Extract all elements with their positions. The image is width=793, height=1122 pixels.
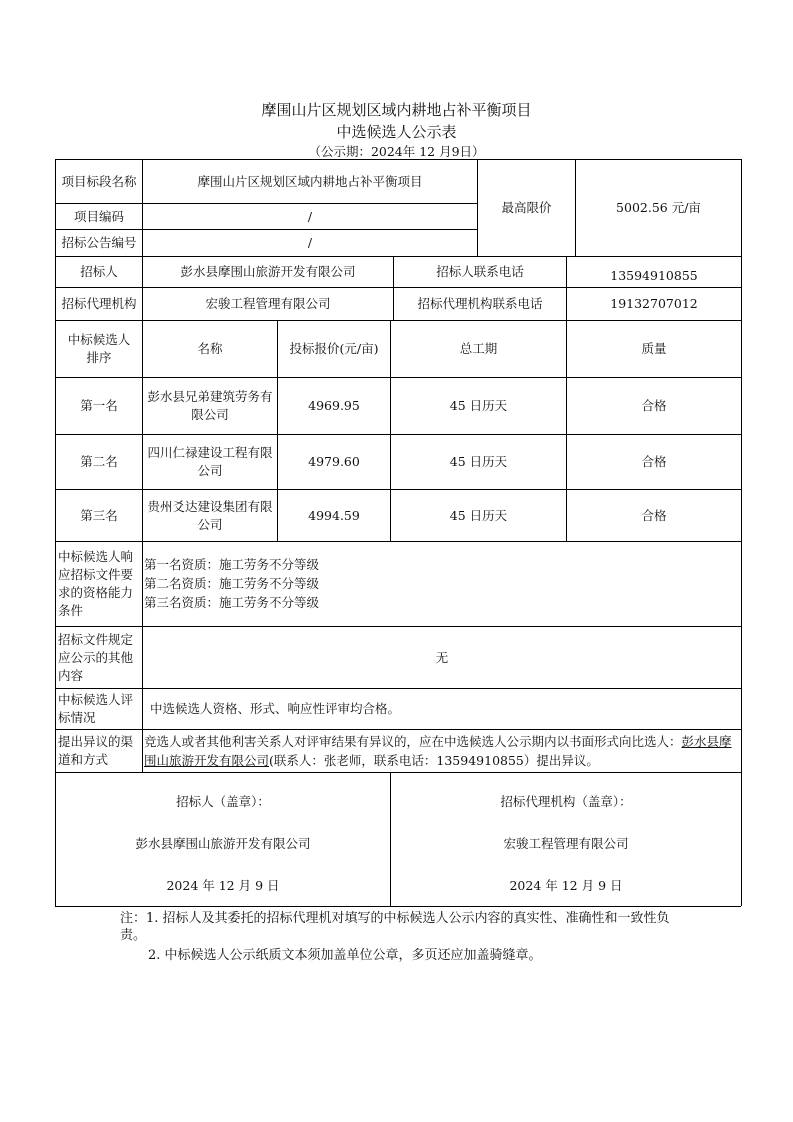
- agency-phone-value: 19132707012: [610, 296, 698, 311]
- objection-text-part: (联系人：张老师，联系电话：13594910855）提出异议。: [269, 753, 599, 768]
- sign-left-label: 招标人（盖章）：: [176, 794, 270, 809]
- other-content-value: 无: [435, 649, 449, 665]
- tenderer-phone-value: 13594910855: [610, 268, 698, 283]
- footnote-2: 2. 中标候选人公示纸质文本须加盖单位公章，多页还应加盖骑缝章。: [148, 948, 542, 963]
- project-code-label: 项目编码: [73, 208, 124, 224]
- tenderer-label: 招标人: [80, 264, 118, 279]
- candidate-header-name: 名称: [197, 341, 223, 356]
- candidate-period: 45 日历天: [449, 507, 508, 523]
- project-name-value: 摩围山片区规划区域内耕地占补平衡项目: [197, 173, 423, 189]
- candidate-quality: 合格: [641, 454, 667, 469]
- candidate-price: 4969.95: [308, 398, 360, 413]
- candidate-header-quality: 质量: [641, 341, 667, 356]
- candidate-header-price: 投标报价(元/亩): [289, 341, 379, 356]
- project-name-label: 项目标段名称: [61, 173, 137, 189]
- candidate-period: 45 日历天: [449, 398, 508, 413]
- sign-right-date: 2024 年 12 月 9 日: [509, 878, 623, 893]
- qualification-line: 第三名资质：施工劳务不分等级: [144, 595, 320, 610]
- candidate-period: 45 日历天: [449, 454, 508, 469]
- max-price-label: 最高限价: [501, 200, 552, 215]
- doc-title-date: （公示期：2024年 12 月9日）: [308, 144, 485, 159]
- sign-left-date: 2024 年 12 月 9 日: [166, 878, 280, 893]
- candidate-rank: 第一名: [80, 398, 118, 413]
- candidate-name: 彭水县兄弟建筑劳务有限公司: [147, 389, 273, 422]
- tenderer-value: 彭水县摩围山旅游开发有限公司: [180, 264, 356, 279]
- candidate-header-period: 总工期: [459, 341, 498, 356]
- objection-label: 提出异议的渠道和方式: [58, 734, 134, 767]
- sign-right-label: 招标代理机构（盖章）：: [500, 794, 632, 809]
- candidate-rank: 第二名: [80, 454, 118, 469]
- objection-company: 彭水县摩围山旅游开发有限公司: [144, 734, 732, 768]
- notice-no-value: /: [307, 235, 313, 250]
- sign-left-org: 彭水县摩围山旅游开发有限公司: [135, 836, 311, 851]
- candidate-quality: 合格: [641, 507, 667, 523]
- candidate-header-rank: 中标候选人排序: [67, 332, 131, 365]
- candidate-price: 4979.60: [308, 454, 360, 469]
- doc-title-line1: 摩围山片区规划区域内耕地占补平衡项目: [261, 101, 532, 119]
- qualification-list: [144, 555, 319, 612]
- project-code-value: /: [307, 208, 313, 224]
- candidate-name: 贵州爻达建设集团有限公司: [147, 498, 273, 532]
- doc-title-line2: 中选候选人公示表: [336, 123, 457, 141]
- sign-right-org: 宏骏工程管理有限公司: [503, 836, 629, 851]
- candidate-price: 4994.59: [308, 507, 360, 523]
- max-price-value: 5002.56 元/亩: [616, 200, 701, 215]
- notice-no-label: 招标公告编号: [61, 235, 137, 250]
- candidate-quality: 合格: [641, 398, 667, 413]
- footnote-1: 注：1. 招标人及其委托的招标代理机对填写的中标候选人公示内容的真实性、准确性和一致性负责。: [120, 911, 670, 943]
- tenderer-phone-label: 招标人联系电话: [436, 264, 524, 279]
- evaluation-value: 中选候选人资格、形式、响应性评审均合格。: [150, 701, 401, 716]
- candidate-rank: 第三名: [80, 507, 118, 523]
- qualification-line: 第二名资质：施工劳务不分等级: [144, 576, 320, 591]
- objection-text-part: 竞选人或者其他利害关系人对评审结果有异议的，应在中选候选人公示期内以书面形式向比选人：: [144, 734, 682, 749]
- agency-phone-label: 招标代理机构联系电话: [417, 296, 543, 311]
- qualification-line: 第一名资质：施工劳务不分等级: [144, 557, 320, 572]
- agency-value: 宏骏工程管理有限公司: [205, 296, 331, 311]
- candidate-name: 四川仁禄建设工程有限公司: [147, 445, 273, 478]
- qualification-label: 中标候选人响应招标文件要求的资格能力条件: [58, 549, 134, 618]
- agency-label: 招标代理机构: [61, 296, 137, 311]
- objection-text: [144, 732, 740, 770]
- evaluation-label: 中标候选人评标情况: [58, 692, 134, 725]
- other-content-label: 招标文件规定应公示的其他内容: [58, 631, 134, 683]
